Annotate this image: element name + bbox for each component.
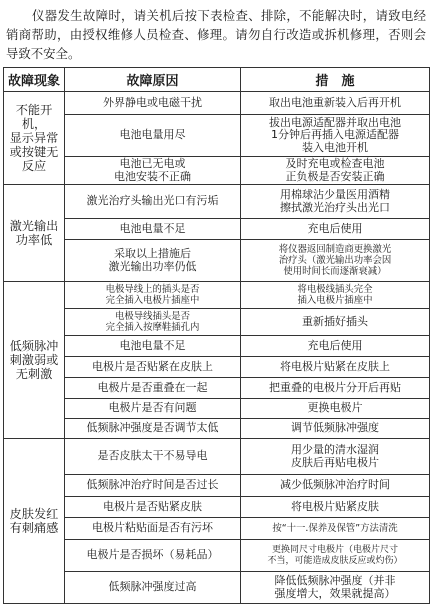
cause-cell: 低频脉冲强度是否调节太低 [65,419,241,439]
header-measure: 措 施 [241,68,430,92]
phenomenon-cell [4,439,65,604]
cause-cell: 低频脉冲治疗时间是否过长 [65,475,241,497]
table-row [4,115,430,157]
measure-cell: 调节低频脉冲强度 [241,419,430,439]
measure-cell: 将电极线插头完全 插入电极片插座中 [241,282,430,309]
measure-cell: 拔出电源适配器并取出电池 1分钟后再插入电源适配器 装入电池开机 [241,115,430,157]
measure-cell: 按“十一.保养及保管”方法清洗 [241,518,430,540]
cause-cell: 外界静电或电磁干扰 [65,92,241,115]
cause-cell: 低频脉冲强度过高 [65,572,241,604]
cause-cell: 电池已无电或 电池安装不正确 [65,157,241,185]
table-header-row [4,68,430,92]
table-row [4,378,430,399]
table-row [4,336,430,357]
table-row [4,240,430,282]
phenomenon-text: 低频脉冲 刺激弱或 无刺激 [9,339,59,381]
table-row [4,309,430,336]
measure-cell: 将电极片贴紧在皮肤上 [241,357,430,378]
measure-cell: 重新插好插头 [241,309,430,336]
measure-cell: 充电后使用 [241,336,430,357]
table-row [4,92,430,115]
cause-cell: 采取以上措施后 激光输出功率仍低 [65,240,241,282]
table-row [4,419,430,439]
measure-cell: 减少低频脉冲治疗时间 [241,475,430,497]
phenomenon-cell [4,282,65,439]
cause-cell: 电极片是否损坏（易耗品） [65,540,241,572]
table-row [4,540,430,572]
cause-cell: 电极片粘贴面是否有污坏 [65,518,241,540]
cause-cell: 电极片是否贴紧在皮肤上 [65,357,241,378]
header-cause: 故障原因 [65,68,241,92]
table-row [4,439,430,475]
table-row [4,572,430,604]
cause-cell: 是否皮肤太干不易导电 [65,439,241,475]
cause-cell: 电极导线上的插头是否 完全插入电极片插座中 [65,282,241,309]
measure-cell: 将仪器返回制造商更换激光 治疗头（激光输出功率会因 使用时间长而逐渐衰减） [241,240,430,282]
cause-cell: 激光治疗头输出光口有污垢 [65,185,241,219]
measure-cell: 用少量的清水湿润 皮肤后再贴电极片 [241,439,430,475]
cause-cell: 电池电量不足 [65,219,241,240]
phenomenon-text: 皮肤发红 有刺痛感 [9,507,59,535]
measure-cell: 充电后使用 [241,219,430,240]
phenomenon-cell [4,185,65,282]
phenomenon-text: 激光输出 功率低 [9,219,59,247]
header-phenomenon: 故障现象 [4,68,65,92]
measure-cell: 更换同尺寸电极片（电极片尺寸 不当，可能造成皮肤反应或灼伤） [241,540,430,572]
measure-cell: 取出电池重新装入后再开机 [241,92,430,115]
table-row [4,157,430,185]
cause-cell: 电极片是否有问题 [65,399,241,419]
troubleshooting-table [3,67,430,604]
table-row [4,518,430,540]
table-row [4,219,430,240]
table-row [4,357,430,378]
measure-cell: 把重叠的电极片分开后再贴 [241,378,430,399]
measure-cell: 更换电极片 [241,399,430,419]
measure-cell: 及时充电或检查电池 正负极是否安装正确 [241,157,430,185]
table-row [4,185,430,219]
phenomenon-cell [4,92,65,185]
table-row [4,497,430,518]
cause-cell: 电池电量用尽 [65,115,241,157]
cause-cell: 电极导线插头是否 完全插入按摩鞋插孔内 [65,309,241,336]
measure-cell: 将电极片贴紧皮肤 [241,497,430,518]
cause-cell: 电极片是否贴紧皮肤 [65,497,241,518]
cause-cell: 电池电量不足 [65,336,241,357]
intro-paragraph: 仪器发生故障时，请关机后按下表检查、排除，不能解决时，请致电经销商帮助，由授权维修人员检查、修理。请勿自行改造或拆机修理，否则会导致不安全。 [6,8,426,61]
phenomenon-text: 不能开机， 显示异常 或按键无 反应 [9,103,59,173]
measure-cell: 降低低频脉冲强度（并非 强度增大，效果就提高） [241,572,430,604]
table-row [4,282,430,309]
table-row [4,399,430,419]
measure-cell: 用棉球沾少量医用酒精 擦拭激光治疗头出光口 [241,185,430,219]
cause-cell: 电极片是否重叠在一起 [65,378,241,399]
table-row [4,475,430,497]
